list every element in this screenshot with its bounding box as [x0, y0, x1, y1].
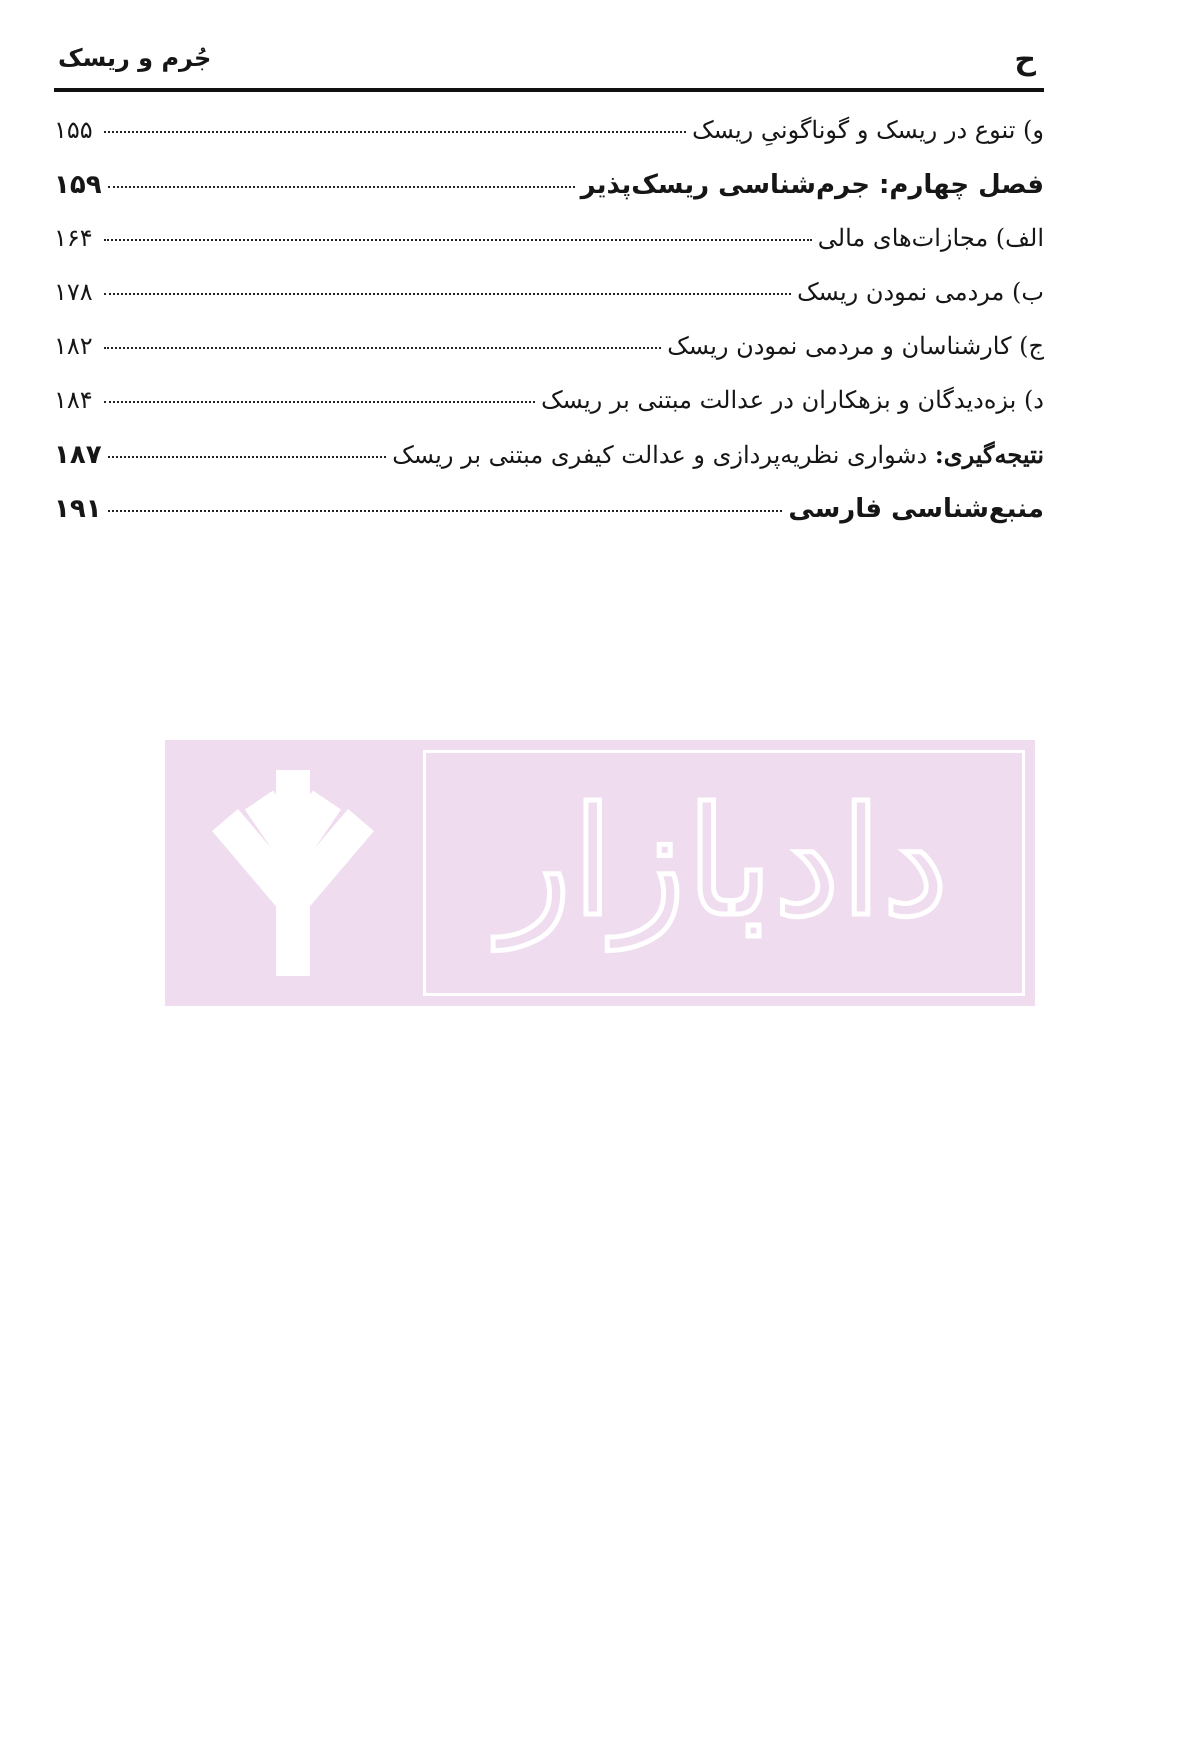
watermark-text-frame: [423, 750, 1025, 996]
toc-entry-page: ۱۸۴: [54, 386, 93, 414]
dot-leader: [104, 131, 686, 133]
toc-entry[interactable]: [54, 494, 1044, 548]
toc-entry-title-bold: نتیجه‌گیری:: [934, 440, 1044, 469]
toc-entry-page: ۱۵۹: [54, 170, 102, 200]
dot-leader: [104, 347, 661, 349]
header-rule: [54, 88, 1044, 92]
toc-entry-title: و) تنوع در ریسک و گوناگونیِ ریسک: [692, 116, 1044, 144]
toc-entry[interactable]: [54, 170, 1044, 224]
table-of-contents: [54, 116, 1044, 548]
dot-leader: [108, 456, 387, 458]
watermark: [165, 740, 1035, 1006]
dot-leader: [104, 401, 535, 403]
toc-entry-title: د) بزه‌دیدگان و بزهکاران در عدالت مبتنی بر ریسک: [541, 386, 1044, 414]
toc-entry-page: ۱۵۵: [54, 116, 93, 144]
toc-entry-title: فصل چهارم: جرم‌شناسی ریسک‌پذیر: [580, 170, 1044, 200]
toc-entry-title: ب) مردمی نمودن ریسک: [797, 278, 1044, 306]
toc-entry-title: [392, 440, 1044, 469]
dot-leader: [104, 293, 791, 295]
toc-entry-page: ۱۹۱: [54, 494, 102, 524]
toc-entry[interactable]: [54, 386, 1044, 440]
trident-logo-icon: [165, 740, 421, 1006]
toc-entry-title: منبع‌شناسی فارسی: [788, 494, 1044, 524]
toc-entry[interactable]: [54, 224, 1044, 278]
running-header: [54, 40, 1044, 86]
toc-entry[interactable]: [54, 278, 1044, 332]
dot-leader: [104, 239, 812, 241]
toc-entry-page: ۱۶۴: [54, 224, 93, 252]
toc-entry-title: ج) کارشناسان و مردمی نمودن ریسک: [667, 332, 1044, 360]
header-page-number: ح: [1014, 42, 1036, 77]
watermark-text: دادبازار: [499, 776, 949, 950]
toc-entry-page: ۱۸۲: [54, 332, 93, 360]
dot-leader: [108, 186, 575, 188]
toc-entry[interactable]: [54, 440, 1044, 494]
toc-entry-title: الف) مجازات‌های مالی: [817, 224, 1044, 252]
dot-leader: [108, 510, 783, 512]
toc-entry[interactable]: [54, 116, 1044, 170]
toc-entry-page: ۱۸۷: [54, 440, 102, 470]
toc-entry[interactable]: [54, 332, 1044, 386]
header-book-title: جُرم و ریسک: [58, 44, 212, 72]
toc-entry-page: ۱۷۸: [54, 278, 93, 306]
toc-entry-title-rest: دشواری نظریه‌پردازی و عدالت کیفری مبتنی بر ریسک: [392, 441, 935, 469]
